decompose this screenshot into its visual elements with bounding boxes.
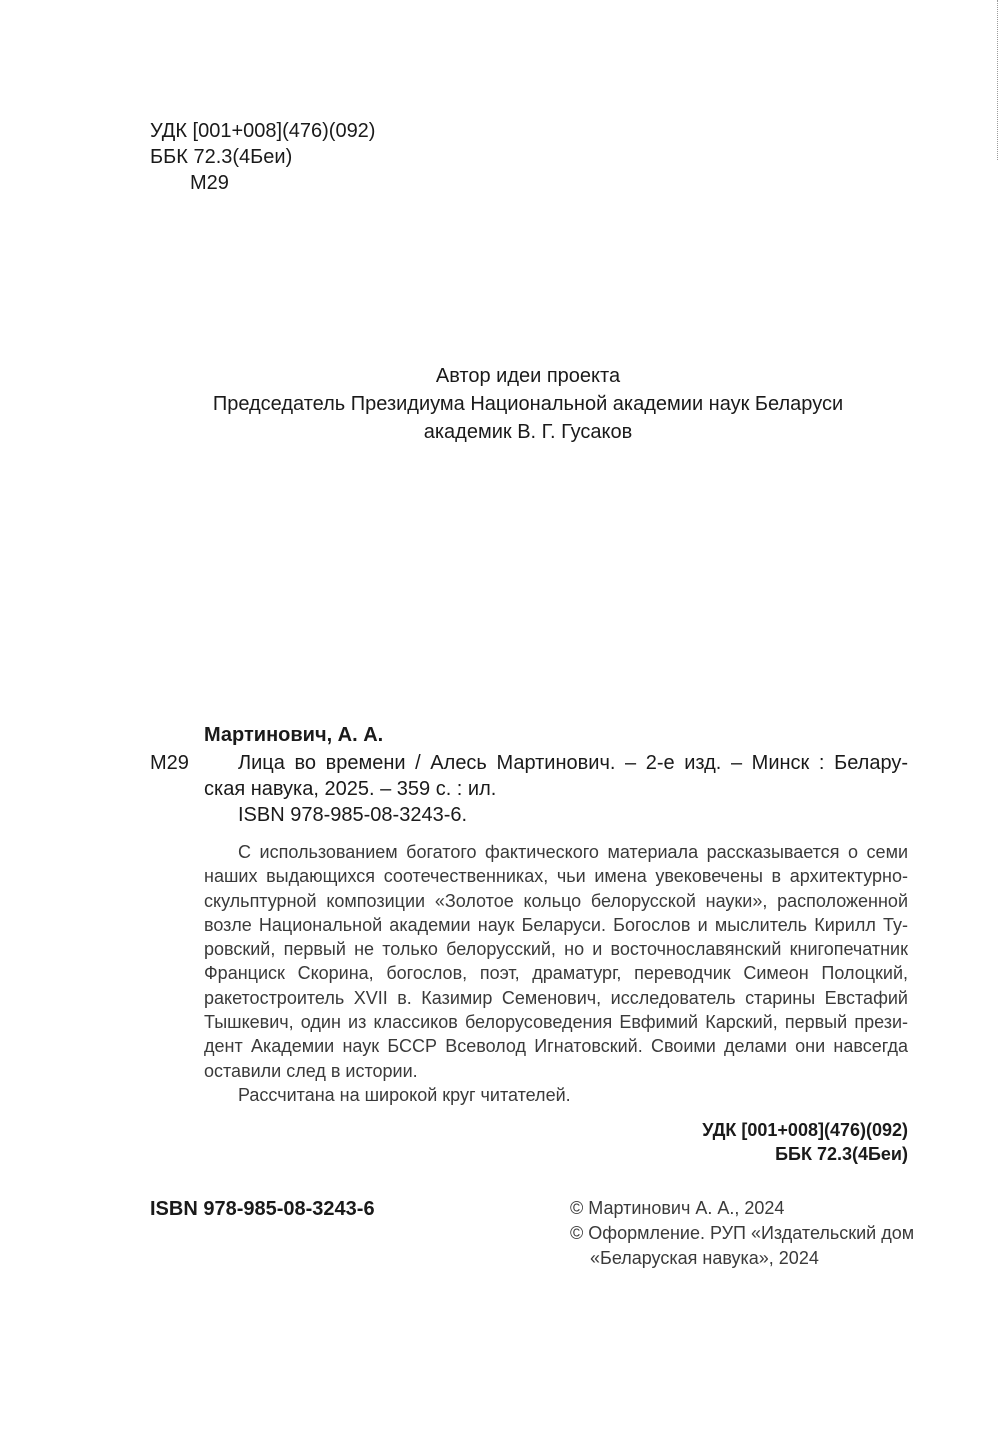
authorship-line-2: Председатель Президиума Национальной академии наук Беларуси [212,393,844,415]
isbn: ISBN 978-985-08-3243-6 [150,1198,375,1220]
classification-codes-bottom [702,1118,908,1166]
catalog-isbn-line: ISBN 978-985-08-3243-6. [238,804,468,826]
annotation-line: возле Национальной академии наук Беларуси. Богослов и мыслитель Кирилл Ту- [204,914,908,935]
annotation-line: С использованием богатого фактического материала рассказывается о семи [238,842,908,862]
authorship-line-3: академик В. Г. Гусаков [423,421,633,443]
annotation-line: Франциск Скорина, богослов, поэт, драматург, переводчик Симеон Полоцкий, [204,963,908,984]
annotation-line: дент Академии наук БССР Всеволод Игнатовский. Своими делами они навсегда [204,1036,908,1057]
author-sign: М29 [190,172,229,194]
copyright-block [570,1196,914,1271]
annotation-line: Тышкевич, один из классиков белорусоведения Евфимий Карский, первый прези- [204,1012,908,1033]
classification-codes-top [150,118,375,196]
catalog-title-line-2: ская навука, 2025. – 359 с. : ил. [204,778,497,800]
catalog-author: Мартинович, А. А. [204,724,384,746]
annotation-line: ровский, первый не только белорусский, но и восточнославянский книгопечатник [204,939,908,960]
bbk-code-bottom: ББК 72.3(4Беи) [775,1144,908,1164]
annotation-line: скульптурной композиции «Золотое кольцо белорусской науки», расположенной [204,890,908,911]
copyright-publisher: «Беларуская навука», 2024 [590,1248,819,1268]
catalog-author-sign: М29 [150,752,189,774]
udk-code: УДК [001+008](476)(092) [150,120,376,142]
catalog-description [204,750,908,828]
page-edge-marker [996,0,998,160]
annotation [204,840,908,1107]
copyright-design: © Оформление. РУП «Издательский дом [570,1223,915,1243]
copyright-author: © Мартинович А. А., 2024 [570,1198,785,1218]
annotation-audience: Рассчитана на широкой круг читателей. [238,1084,571,1105]
annotation-line: наших выдающихся соотечественниках, чьи имена увековечены в архитектурно- [204,866,908,887]
bbk-code: ББК 72.3(4Беи) [150,146,293,168]
annotation-line: оставили след в истории. [204,1060,418,1081]
udk-code-bottom: УДК [001+008](476)(092) [702,1120,908,1140]
catalog-title-line-1: Лица во времени / Алесь Мартинович. – 2-е изд. – Минск : Белару- [238,752,908,774]
annotation-line: ракетостроитель XVII в. Казимир Семенович, исследователь старины Евстафий [204,987,908,1008]
authorship-line-1: Автор идеи проекта [435,365,621,387]
authorship-block [0,362,1000,446]
